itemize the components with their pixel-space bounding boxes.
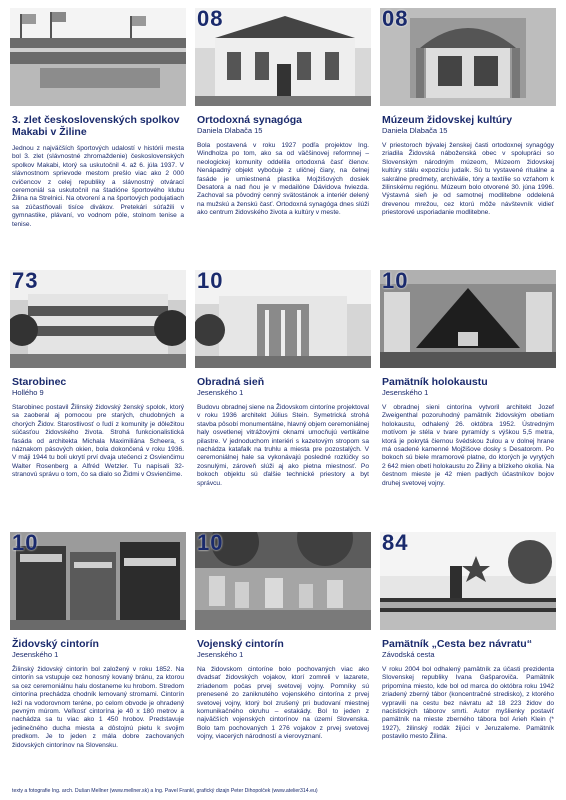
card-title: Vojenský cintorín <box>197 638 284 650</box>
card-grid <box>10 8 557 780</box>
photo-cesta <box>380 532 556 630</box>
card-address: Jesenského 1 <box>197 650 244 659</box>
card-title: Pamätník holokaustu <box>382 376 488 388</box>
photo-muzeum <box>380 8 556 106</box>
card-obradna-sien <box>195 270 371 524</box>
photo-starobinec <box>10 270 186 368</box>
photo-makabi <box>10 8 186 106</box>
card-title: Ortodoxná synagóga <box>197 114 303 126</box>
card-starobinec <box>10 270 186 524</box>
card-title: 3. zlet československých spolkov Makabi v Žiline <box>12 114 180 138</box>
card-address: Jesenského 1 <box>197 388 244 397</box>
card-zidovsky-cintorin <box>10 532 186 786</box>
card-title: Múzeum židovskej kultúry <box>382 114 513 126</box>
card-text: Jednou z najväčších športových udalostí v histórii mesta bol 3. zlet (slávnostné zhromaždenie) československých spolkov Makabi, ktorý sa uskutočnil 4. až 6. júla 1937. V slávnostnom sprievode mestom prešlo viac ako 2 000 cvičencov z celej republiky a slávnostný otvárací ceremoniál sa uskutočnil na štadióne športového klubu Žilina na Strelnici. Na otvorení a na športových podujatiach sa zúčastňovali tisíce divákov. Pretekári súťažili v gymnastike, plávaní, vo vodnom póle, stolnom tenise a tenise. <box>12 145 184 228</box>
card-ortodoxna-synagoga <box>195 8 371 262</box>
card-text: Budovu obradnej siene na Židovskom cintoríne projektoval v roku 1936 architekt Július Stein. Symetrická strohá stavba pôsobí monumentálne, hlavný objem ceremoniálnej haly osvetlenej vitrážovými oknami umocňujú vertikálne pilastre. V jednoduchom interiéri s kazetovým stropom sa nachádza katafalk na truhlu a miesta pre pozostalých. V ceremoniálnej hale sa vykonávajú posledné rozlúčky so zosnulými, zároveň slúži aj ako pietna miestnosť. Po bokoch objektu sú ďalšie technické priestory a byt správcu. <box>197 404 369 487</box>
card-text: Starobinec postavil Žilinský židovský ženský spolok, ktorý sa zaoberal aj pomocou pre starých, chudobných a chorých Židov. Starostlivosť o ľudí z komunity je dôležitou súčasťou židovského života. Strohá funkcionalistická fasáda od architekta Michala Maximiliána Scheera, s náznakom pásových okien, bola dokončená v roku 1936. V máji 1944 tu boli ukrytí prví dvaja utečenci z Osvienčimu Walter Rosenberg a Alfréd Wetzler. Tu napísali 32-stranovú správu o tom, čo sa dialo so Židmi v Osvienčime. <box>12 404 184 479</box>
card-vojensky-cintorin <box>195 532 371 786</box>
location-number: 10 <box>197 270 224 293</box>
photo-pamatnik <box>380 270 556 368</box>
location-number: 08 <box>197 8 224 31</box>
card-title: Židovský cintorín <box>12 638 99 650</box>
location-number: 10 <box>382 270 409 293</box>
card-address: Daniela Dlabača 15 <box>197 126 263 135</box>
card-address: Daniela Dlabača 15 <box>382 126 448 135</box>
card-text: Žilinský židovský cintorín bol založený v roku 1852. Na cintorín sa vstupuje cez honosný kovaný bránu, za ktorou sa cez ceremoniálnu halu dostaneme ku hrobom. Stredom cintorína prechádza chodník lemovaný stromami. Cintorín leží na vodorovnom teréne, po celom obvode je ohradený pevným múrom. Veľkosť cintorína je 40 x 180 metrov a nachádza sa tu viac ako 1 450 hrobov. Predstavuje jedinečného ducha miesta a dôstojnú pietu k svojim predkom. Je to jeden z mála dobre zachovaných židovských cintorínov na Slovensku. <box>12 666 184 749</box>
card-title: Starobinec <box>12 376 67 388</box>
photo-cintorin <box>10 532 186 630</box>
card-text: V roku 2004 bol odhalený pamätník za účasti prezidenta Slovenskej republiky Ivana Gašparoviča. Pamätník pripomína miesto, kde bol od marca do októbra roku 1942 zriadený zberný tábor (koncentračné stredisko), z ktorého vypravili na cestu bez návratu až 18 223 židov do nacistických táborov smrti. Autor myšlienky postaviť pamätník na mieste zberného tábora bol Arieh Klein (* 1927), žilinský rodák žijúci v Jeruzaleme. Pamätník postavilo mesto Žilina. <box>382 666 554 741</box>
location-number: 73 <box>12 270 39 293</box>
card-address: Jesenského 1 <box>12 650 59 659</box>
card-address: Hollého 9 <box>12 388 44 397</box>
card-cesta-bez-navratu <box>380 532 556 786</box>
card-address: Závodská cesta <box>382 650 435 659</box>
card-makabi <box>10 8 186 262</box>
card-text: V obradnej sieni cintorína vytvoril architekt Jozef Zweigenthal pozoruhodný pamätník židovským obetiam holokaustu, odhalený 26. októbra 1952. Ústredným motívom je stéla v tvare pyramídy s výškou 5,5 metra, ktorá je pokrytá čiernou švédskou žulou a v dolnej hrane má osadené kamenné Mojžišove dosky s Desatorom. Po bokoch sú biele mramorové platne, do ktorých je vyrytých 2 642 mien obetí holokaustu zo Žiliny a blízkeho okolia. Na čestnom mieste je 42 mien padlých účastníkov bojov druhej svetovej vojny. <box>382 404 554 487</box>
card-title: Obradná sieň <box>197 376 265 388</box>
photo-vojensky <box>195 532 371 630</box>
location-number: 08 <box>382 8 409 31</box>
card-text: Bola postavená v roku 1927 podľa projektov Ing. Windholza po tom, ako sa od väčšinovej reformnej – neologickej komunity oddelila ortodoxná časť členov. Nenápadný objekt vybočuje z uličnej čiary, na čelnej fasáde je umiestnená plastika Mojžišových dosiek Desatora a nad ňou je v medailóne Dávidova hviezda. Zachoval sa pôvodný cenný svätostánok a interiér delený na mužskú a ženskú časť. Ortodoxná synagóga dnes slúži ako centrum židovského života a kultúry v meste. <box>197 142 369 217</box>
card-text: Na židovskom cintoríne bolo pochovaných viac ako dvadsať židovských vojakov, ktorí zomreli v lazarete, zriadenom počas prvej svetovej vojny. Pomníky sú prenesené zo zaniknutého vojenského cintorína z prvej svetovej vojny, ktorý bol zrušený pri budovaní miestnej komunikačného okruhu – estakády. Bol to jeden z najväčších vojenských cintorínov na území Slovenska. Bolo tam pochovaných 1 276 vojakov z prvej svetovej vojny, viacerých národností a vierovyznaní. <box>197 666 369 741</box>
card-text: V priestoroch bývalej ženskej časti ortodoxnej synagógy zriadila Židovská náboženská obec v spolupráci so Slovenským národným múzeom, Múzeom židovskej kultúry stálu expozíciu judaík. Sú tu vystavené rituálne a sakrálne predmety, archiválie, tóry a textílie so vzťahom k žilinskému regiónu. Múzeum bolo otvorené 30. júna 1996. Výstavná sieň je od samotnej modlitebne oddelená drevenou mrežou, cez ktorú môže návštevník vidieť priestorové usporiadanie modlitebne. <box>382 142 554 217</box>
location-number: 10 <box>12 532 39 555</box>
card-address: Jesenského 1 <box>382 388 429 397</box>
photo-synagoga <box>195 8 371 106</box>
crowd-photo-icon <box>10 8 186 106</box>
card-title: Pamätník „Cesta bez návratu“ <box>382 638 532 650</box>
card-muzeum <box>380 8 556 262</box>
location-number: 84 <box>382 532 409 555</box>
location-number: 10 <box>197 532 224 555</box>
card-pamatnik-holokaustu <box>380 270 556 524</box>
photo-obradna-sien <box>195 270 371 368</box>
credits-footer: texty a fotografie Ing. arch. Dušan Mellner (www.mellner.sk) a Ing. Pavel Frankl, grafický dizajn Peter Dihopolček (www.atelier314.eu) <box>12 788 318 794</box>
